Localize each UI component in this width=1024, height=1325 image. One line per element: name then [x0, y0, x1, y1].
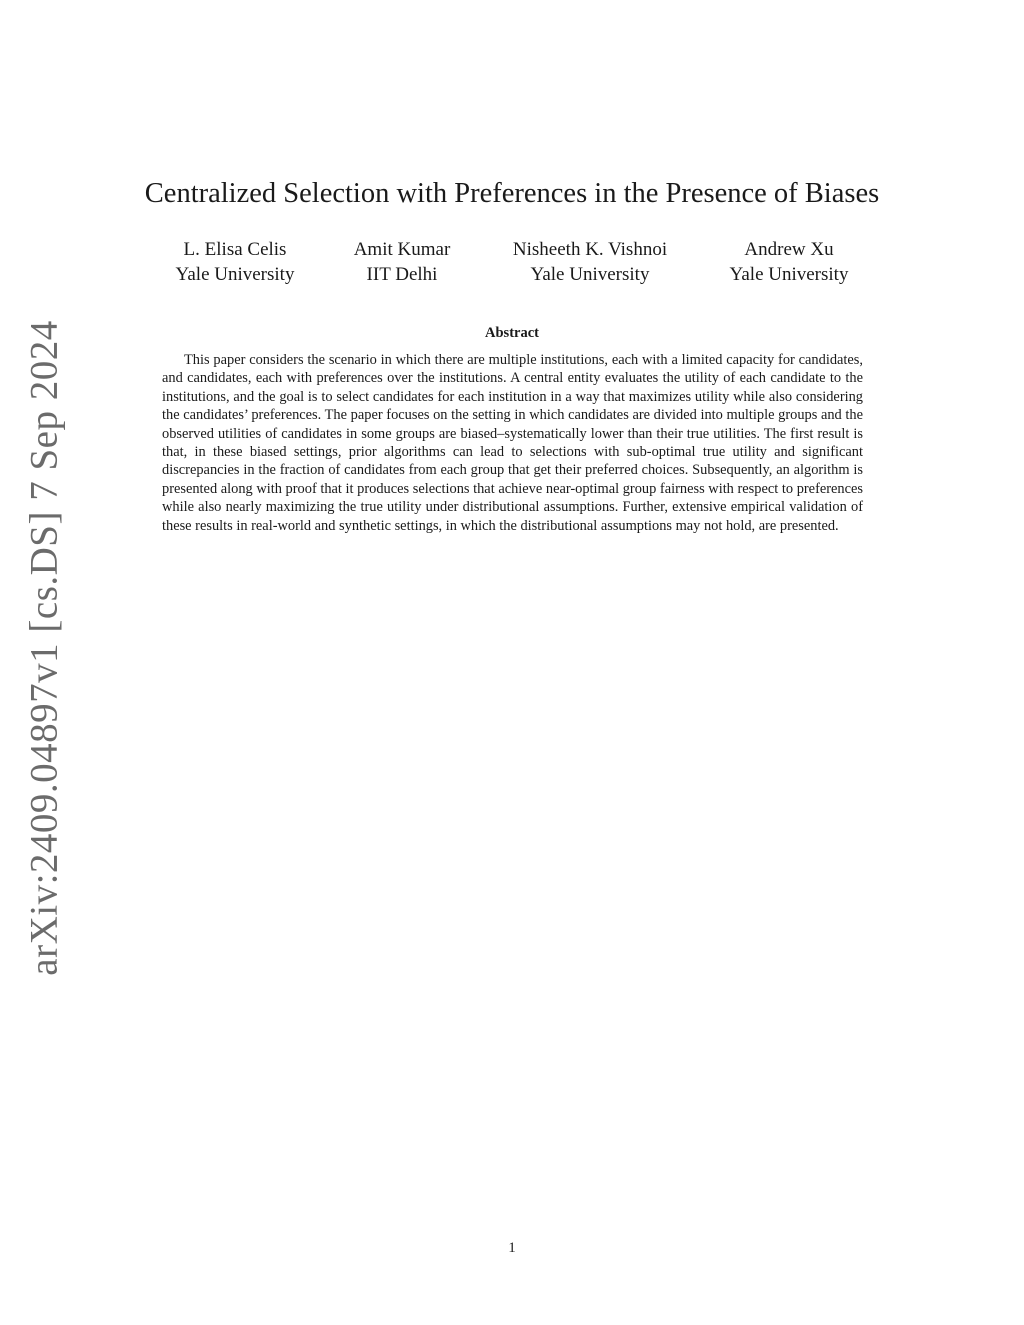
author-block [730, 237, 849, 287]
abstract-heading: Abstract [485, 325, 539, 341]
author-affiliation: IIT Delhi [366, 264, 438, 285]
author-block [513, 237, 667, 287]
arxiv-identifier: arXiv:2409.04897v1 [cs.DS] 7 Sep 2024 [22, 320, 66, 976]
author-name: Andrew Xu [744, 239, 834, 260]
author-name: L. Elisa Celis [183, 239, 287, 260]
author-name: Nisheeth K. Vishnoi [512, 239, 668, 260]
author-name: Amit Kumar [353, 239, 451, 260]
author-block [354, 237, 451, 287]
paper-title: Centralized Selection with Preferences in the Presence of Biases [144, 178, 880, 209]
author-block [176, 237, 295, 287]
page-number: 1 [508, 1240, 516, 1256]
author-affiliation: Yale University [530, 264, 650, 285]
author-affiliation: Yale University [175, 264, 295, 285]
abstract-text: This paper considers the scenario in which there are multiple institutions, each with a limited capacity for candidates, and candidates, each with preferences over the institutions. A central entity evaluates the utility of each candidate to the institutions, and the goal is to select candidates for each institution in a way that maximizes utility while also considering the candidates’ preferences. The paper focuses on the setting in which candidates are divided into multiple groups and the observed utilities of candidates in some groups are biased–systematically lower than their true utilities. The first result is that, in these biased settings, prior algorithms can lead to selections with sub-optimal true utility and significant discrepancies in the fraction of candidates from each group that get their preferred choices. Subsequently, an algorithm is presented along with proof that it produces selections that achieve near-optimal group fairness with respect to preferences while also nearly maximizing the true utility under distributional assumptions. Further, extensive empirical validation of these results in real-world and synthetic settings, in which the distributional assumptions may not hold, are presented. [162, 352, 863, 534]
author-affiliation: Yale University [729, 264, 849, 285]
